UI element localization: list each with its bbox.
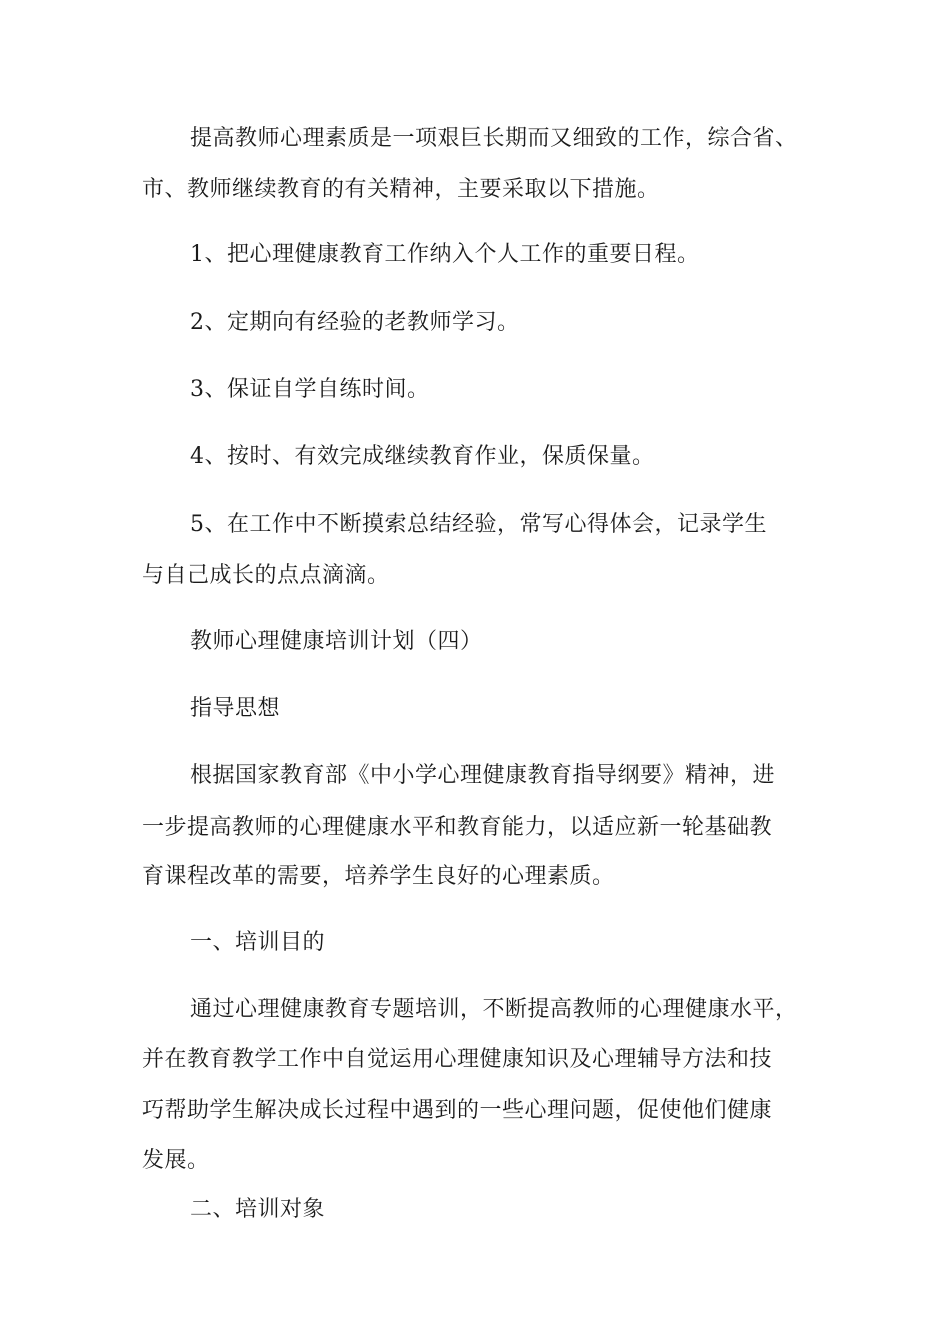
measure-item-3: 3、保证自学自练时间。 [190, 377, 430, 402]
training-target-heading: 二、培训对象 [190, 1197, 326, 1222]
guiding-ideology-line-2: 一步提高教师的心理健康水平和教育能力，以适应新一轮基础教 [142, 815, 773, 840]
training-purpose-line-3: 巧帮助学生解决成长过程中遇到的一些心理问题，促使他们健康 [142, 1098, 773, 1123]
measure-item-4: 4、按时、有效完成继续教育作业，保质保量。 [190, 444, 655, 469]
guiding-ideology-line-1: 根据国家教育部《中小学心理健康教育指导纲要》精神，进 [190, 763, 776, 788]
training-purpose-line-1: 通过心理健康教育专题培训，不断提高教师的心理健康水平， [190, 997, 798, 1022]
paragraph-intro-line-1: 提高教师心理素质是一项艰巨长期而又细致的工作，综合省、 [190, 126, 798, 151]
training-purpose-line-2: 并在教育教学工作中自觉运用心理健康知识及心理辅导方法和技 [142, 1047, 773, 1072]
measure-item-1: 1、把心理健康教育工作纳入个人工作的重要日程。 [190, 242, 700, 267]
paragraph-intro-line-2: 市、教师继续教育的有关精神，主要采取以下措施。 [142, 177, 660, 202]
training-purpose-heading: 一、培训目的 [190, 930, 326, 955]
guiding-ideology-line-3: 育课程改革的需要，培养学生良好的心理素质。 [142, 864, 615, 889]
section-title: 教师心理健康培训计划（四） [190, 629, 483, 654]
measure-item-2: 2、定期向有经验的老教师学习。 [190, 310, 520, 335]
measure-item-5-line-2: 与自己成长的点点滴滴。 [142, 563, 390, 588]
measure-item-5-line-1: 5、在工作中不断摸索总结经验，常写心得体会，记录学生 [190, 512, 767, 537]
training-purpose-line-4: 发展。 [142, 1148, 210, 1173]
guiding-ideology-heading: 指导思想 [190, 696, 281, 721]
